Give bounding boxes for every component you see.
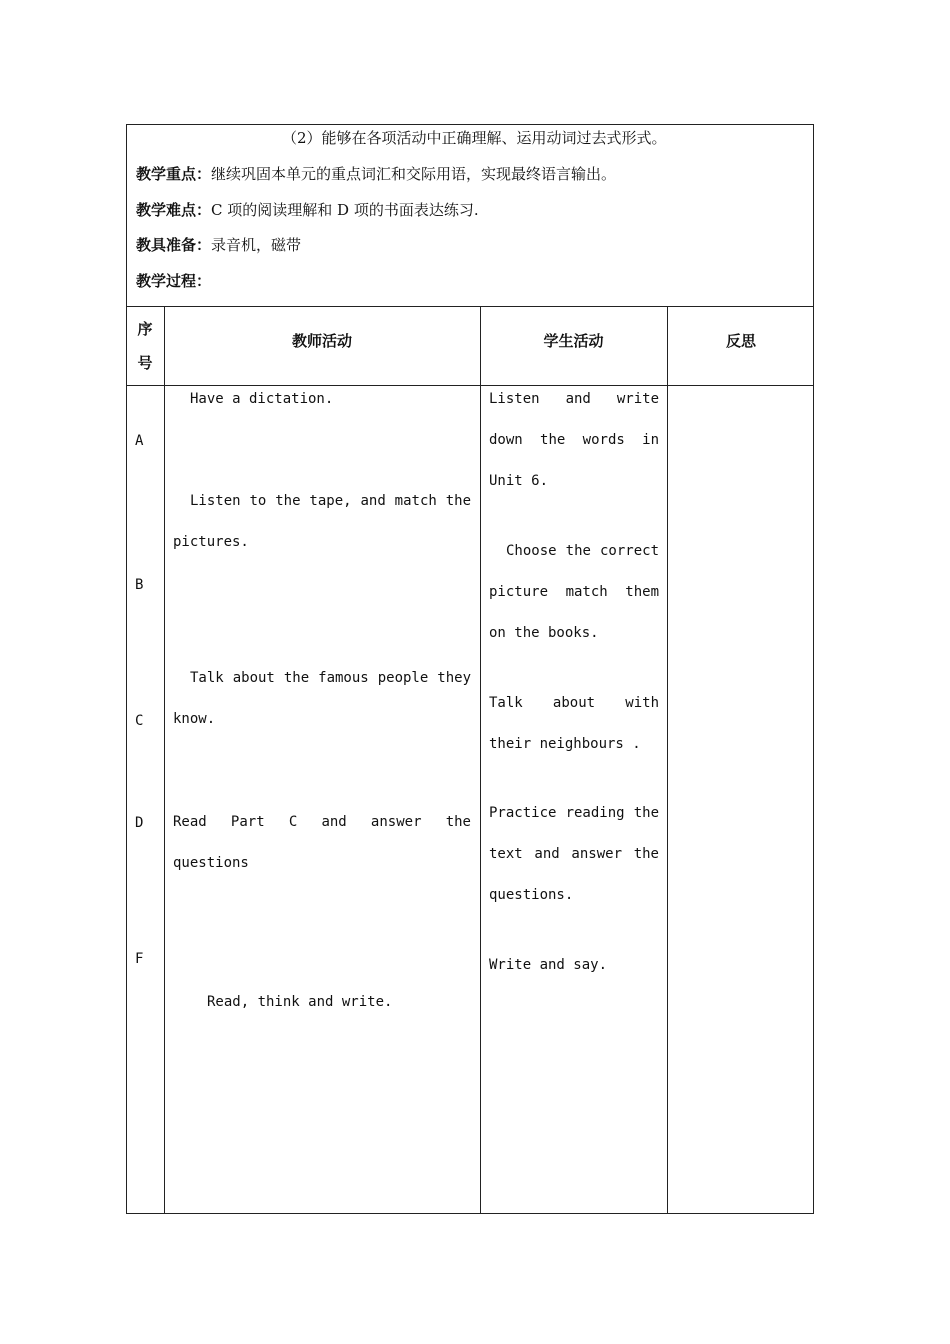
- key-points-row: [136, 164, 616, 184]
- column-line-3: [667, 306, 668, 1214]
- process-label: 教学过程：: [136, 272, 212, 290]
- student-activity: Listen and write down the words in Unit 6.: [489, 391, 659, 489]
- header-seq: [126, 308, 164, 384]
- header-seq-line1: 序: [137, 320, 153, 338]
- teacher-activity: Read Part C and answer the questions: [173, 814, 471, 871]
- header-teacher: 教师活动: [291, 332, 352, 350]
- seq-label: F: [135, 951, 144, 967]
- student-activity: Practice reading the text and answer the questions.: [489, 805, 659, 903]
- objective-2: （2）能够在各项活动中正确理解、运用动词过去式形式。: [282, 129, 667, 147]
- materials-label: 教具准备：: [136, 236, 212, 254]
- column-line-2: [480, 306, 481, 1214]
- materials-row: [136, 235, 301, 255]
- seq-label: D: [135, 815, 144, 831]
- difficulty-text: C 项的阅读理解和 D 项的书面表达练习.: [211, 201, 479, 219]
- key-points-label: 教学重点：: [136, 165, 212, 183]
- seq-label: C: [135, 713, 144, 729]
- header-student: 学生活动: [543, 332, 604, 350]
- student-activity: Talk about with their neighbours .: [489, 695, 659, 752]
- student-activity: Write and say.: [489, 957, 608, 973]
- difficulty-label: 教学难点：: [136, 201, 212, 219]
- difficulty-row: [136, 200, 479, 220]
- teacher-activity: Have a dictation.: [190, 391, 334, 407]
- teacher-activity: Listen to the tape, and match the pictures.: [173, 493, 471, 550]
- key-points-text: 继续巩固本单元的重点词汇和交际用语，实现最终语言输出。: [211, 165, 617, 183]
- seq-label: B: [135, 577, 144, 593]
- teacher-activity: Talk about the famous people they know.: [173, 670, 471, 727]
- materials-text: 录音机，磁带: [211, 236, 302, 254]
- header-reflection: 反思: [725, 332, 756, 350]
- seq-label: A: [135, 433, 144, 449]
- teacher-activity: Read, think and write.: [207, 994, 393, 1010]
- header-seq-line2: 号: [137, 354, 153, 372]
- column-line-1: [164, 306, 165, 1214]
- divider-intro: [126, 306, 814, 307]
- student-activity: Choose the correct picture match them on the books.: [489, 543, 659, 641]
